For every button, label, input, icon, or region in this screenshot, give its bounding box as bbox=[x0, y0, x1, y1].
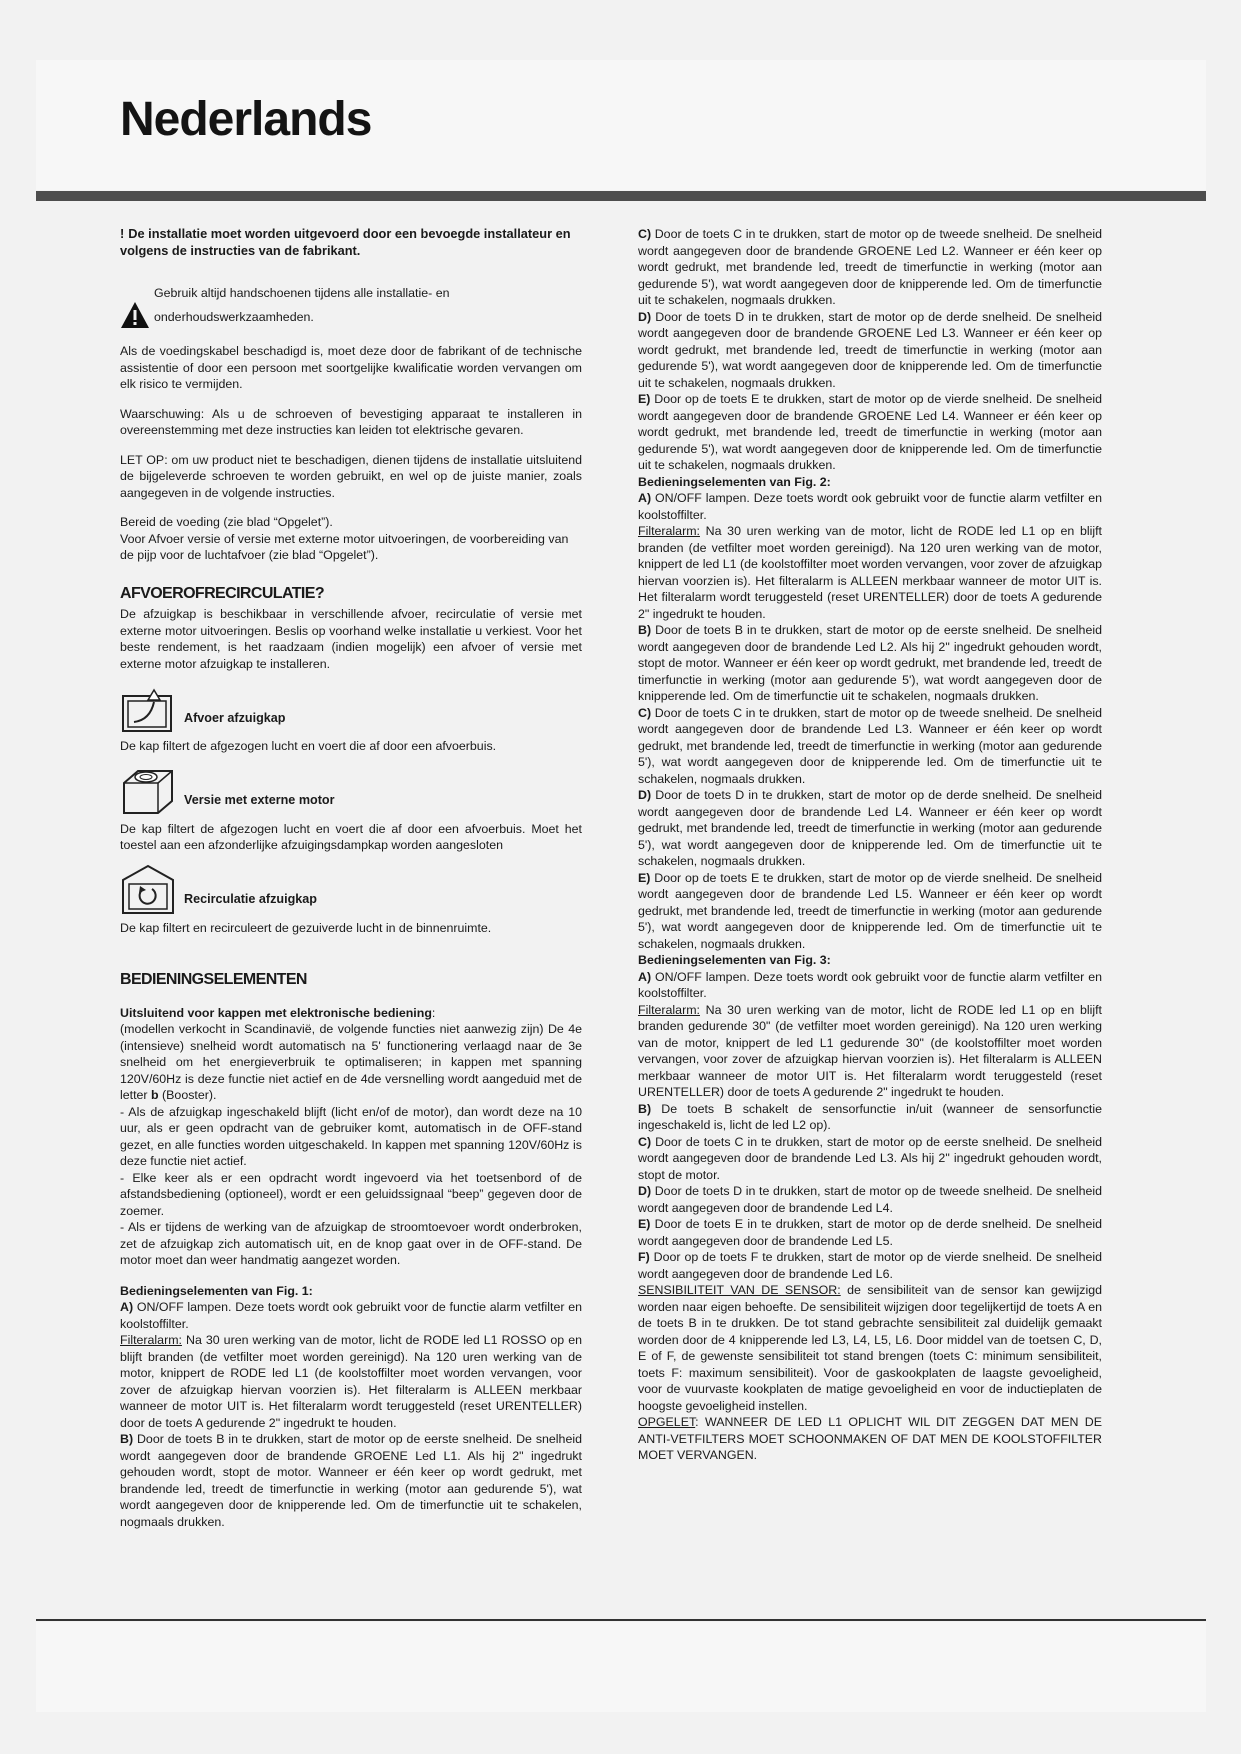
page-title: Nederlands bbox=[120, 93, 372, 146]
mode-external-text: De kap filtert de afgezogen lucht en voert die af door een afvoerbuis. Moet het toestel aan een afzonderlijke afzuigingsdampkap worden aangesloten bbox=[120, 821, 582, 852]
fig1-a: A) ON/OFF lampen. Deze toets wordt ook gebruikt voor de functie alarm vetfilter en koolstoffilter. bbox=[120, 1300, 582, 1331]
elec-p4: - Als er tijdens de werking van de afzuigkap de stroomtoevoer wordt onderbroken, zet de afzuigkap zich automatisch uit, en de knop gaat over in de OFF-stand. De motor moet dan weer handmatig aangezet worden. bbox=[120, 1220, 582, 1267]
bereid-text-2: Voor Afvoer versie of versie met externe motor uitvoeringen, de voorbereiding van de pijp voor de luchtafvoer (zie blad “Opgelet”). bbox=[120, 531, 569, 562]
opgelet-notice: OPGELET: WANNEER DE LED L1 OPLICHT WIL DIT ZEGGEN DAT MEN DE ANTI-VETFILTERS MOET SCHOONMAKEN OF DAT MEN DE KOOLSTOFFILTER MOET VERVANGEN. bbox=[638, 1415, 1102, 1462]
mode-afvoer-text: De kap filtert de afgezogen lucht en voert die af door een afvoerbuis. bbox=[120, 739, 497, 753]
mode-recirc-label: Recirculatie afzuigkap bbox=[184, 892, 317, 907]
left-column bbox=[120, 226, 582, 1530]
fig1-d: D) Door de toets D in te drukken, start de motor op de derde snelheid. De snelheid wordt aangegeven door de brandende GROENE Led L3. Wanneer er één keer op wordt gedrukt, met brandende led, treedt de timerfunctie in werking (motor aan gedurende 5'), wat wordt aangegeven door de knipperende led. Om de timerfunctie uit te schakelen, nogmaals drukken. bbox=[638, 309, 1102, 390]
fig2-filteralarm: Filteralarm: Na 30 uren werking van de motor, licht de RODE led L1 op en blijft branden (de vetfilter moet worden gereinigd). Na 120 uren werking van de motor, knippert de led L1 (de koolstoffilter moet worden vervangen, voor zover de afzuigkap hiervan voorzien is). Het filteralarm is ALLEEN merkbaar wanneer de motor UIT is. Het filteralarm wordt teruggesteld (reset URENTELLER) door de toets A gedurende 2" ingedrukt te houden. bbox=[638, 524, 1103, 621]
gloves-notice bbox=[120, 281, 582, 329]
gloves-text: Gebruik altijd handschoenen tijdens alle installatie- en onderhoudswerkzaamheden. bbox=[154, 286, 450, 324]
external-motor-icon bbox=[120, 763, 178, 817]
section-controls-title: BEDIENINGSELEMENTEN bbox=[120, 971, 307, 988]
fig3-a: A) ON/OFF lampen. Deze toets wordt ook gebruikt voor de functie alarm vetfilter en koolstoffilter. bbox=[638, 969, 1103, 1000]
recirculation-hood-icon bbox=[120, 862, 178, 916]
section-afvoer-title: AFVOEROFRECIRCULATIE? bbox=[120, 584, 324, 602]
footer-rule bbox=[36, 1619, 1206, 1621]
letop-text: LET OP: om uw product niet te beschadigen, dienen tijdens de installatie uitsluitend de bijgeleverde schroeven te worden gebruikt, en wel op de juiste manier, zoals aangegeven in de volgende instructies. bbox=[120, 452, 582, 500]
fig1-b: B) Door de toets B in te drukken, start de motor op de eerste snelheid. De snelheid wordt aangegeven door de brandende GROENE Led L1. Als hij 2" ingedrukt gehouden wordt, stopt de motor. Wanneer er één keer op wordt gedrukt, met brandende led, treedt de timerfunctie in werking (motor aan gedurende 5'), wat wordt aangegeven door de knipperende led. Om de timerfunctie uit te schakelen, nogmaals drukken. bbox=[120, 1432, 582, 1529]
header-rule bbox=[36, 191, 1206, 201]
right-column bbox=[638, 226, 1102, 1464]
fig2-d: D) Door de toets D in te drukken, start de motor op de derde snelheid. De snelheid wordt aangegeven door de brandende Led L4. Wanneer er één keer op wordt gedrukt, met brandende led, treedt de timerfunctie in werking (motor aan gedurende 5'), wat wordt aangegeven door de knipperende led. Om de timerfunctie uit te schakelen, nogmaals drukken. bbox=[638, 788, 1102, 868]
exclamation-icon: ! bbox=[120, 226, 125, 241]
fig3-c: C) Door de toets C in te drukken, start de motor op de eerste snelheid. De snelheid wordt aangegeven door de brandende Led L3. Als hij 2" ingedrukt gehouden wordt, stopt de motor. bbox=[638, 1134, 1102, 1182]
elec-p1: (modellen verkocht in Scandinavië, de volgende functies niet aanwezig zijn) De 4e (intensieve) snelheid wordt automatisch na 5' functionering verlaagd naar de 3e snelheid om het energieverbruik te optimaliseren; in kappen met spanning 120V/60Hz is deze functie niet actief en de 4de versnelling wordt aangeduid met de letter b (Booster). bbox=[120, 1022, 582, 1102]
bereid-text-1: Bereid de voeding (zie blad “Opgelet”). bbox=[120, 515, 333, 529]
mode-afvoer-label: Afvoer afzuigkap bbox=[184, 710, 286, 725]
fig3-d: D) Door de toets D in te drukken, start de motor op de tweede snelheid. De snelheid wordt aangegeven door de brandende Led L4. bbox=[638, 1184, 1102, 1215]
fig3-title: Bedieningselementen van Fig. 3: bbox=[638, 953, 831, 967]
elec-title: Uitsluitend voor kappen met elektronische bediening: bbox=[120, 1005, 436, 1020]
fig2-title: Bedieningselementen van Fig. 2: bbox=[638, 474, 831, 489]
section-afvoer-text: De afzuigkap is beschikbaar in verschillende afvoer, recirculatie of versie met externe motor uitvoeringen. Beslis op voorhand welke installatie u verkiest. Voor het beste rendement, is het raadzaam (indien mogelijk) een afvoer of versie met externe motor afzuigkap te installeren. bbox=[120, 607, 582, 671]
warning-text: Waarschuwing: Als u de schroeven of bevestiging apparaat te installeren in overeenstemming met deze instructies kan leiden tot elektrische gevaren. bbox=[120, 406, 582, 437]
fig3-b: B) De toets B schakelt de sensorfunctie in/uit (wanneer de sensorfunctie ingeschakeld is, licht de led L2 op). bbox=[638, 1101, 1102, 1132]
mode-external-label: Versie met externe motor bbox=[184, 793, 335, 808]
fig2-e: E) Door op de toets E te drukken, start de motor op de vierde snelheid. De snelheid wordt aangegeven door de brandende Led L5. Wanneer er één keer op wordt gedrukt, met brandende led, treedt de timerfunctie in werking (motor aan gedurende 5'), wat wordt aangegeven door de knipperende led. Om de timerfunctie uit te schakelen, nogmaals drukken. bbox=[638, 870, 1102, 951]
fig1-e: E) Door op de toets E te drukken, start de motor op de vierde snelheid. De snelheid wordt aangegeven door de brandende GROENE Led L4. Wanneer er één keer op wordt gedrukt, met brandende led, treedt de timerfunctie in werking (motor aan gedurende 5'), wat wordt aangegeven door de knipperende led. Om de timerfunctie uit te schakelen, nogmaals drukken. bbox=[638, 392, 1102, 472]
footer-band bbox=[36, 1622, 1206, 1712]
cable-text: Als de voedingskabel beschadigd is, moet deze door de fabrikant of de technische assistentie of door een persoon met soortgelijke kwalificatie worden vervangen om elk risico te vermijden. bbox=[120, 344, 582, 391]
fig2-c: C) Door de toets C in te drukken, start de motor op de tweede snelheid. De snelheid wordt aangegeven door de brandende Led L3. Wanneer er één keer op wordt gedrukt, met brandende led, treedt de timerfunctie in werking (motor aan gedurende 5'), wat wordt aangegeven door de knipperende led. Om de timerfunctie uit te schakelen, nogmaals drukken. bbox=[638, 705, 1102, 786]
fig3-e: E) Door de toets E in te drukken, start de motor op de derde snelheid. De snelheid wordt aangegeven door de brandende Led L5. bbox=[638, 1217, 1102, 1248]
fig3-f: F) Door op de toets F te drukken, start de motor op de vierde snelheid. De snelheid wordt aangegeven door de brandende Led L6. bbox=[638, 1250, 1102, 1281]
mode-external bbox=[120, 763, 582, 817]
installer-notice: ! De installatie moet worden uitgevoerd door een bevoegde installateur en volgens de instructies van de fabrikant. bbox=[120, 226, 571, 258]
elec-p3: - Elke keer als er een opdracht wordt ingevoerd via het toetsenbord of de afstandsbediening (optioneel), wordt er een geluidssignaal “beep” gegeven door de zoemer. bbox=[120, 1170, 582, 1218]
sensor-sensitivity: SENSIBILITEIT VAN DE SENSOR: de sensibiliteit van de sensor kan gewijzigd worden naar eigen behoefte. De sensibiliteit wijzigen door tegelijkertijd de toets A en de toets B in te drukken. De tot stand gebrachte sensibiliteit zal duidelijk gemaakt worden door de 4 knipperende led L3, L4, L5, L6. Door middel van de toetsen C, D, E of F, de gewenste sensibiliteit tot stand brengen (toets C: minimum sensibiliteit, toets F: maximum sensibiliteit). Voor de gaskookplaten de laagste gevoeligheid, voor de vuurvaste kookplaten de matige gevoeligheid en voor de inductieplaten de hoogste gevoeligheid instellen. bbox=[638, 1283, 1102, 1413]
warning-triangle-icon bbox=[120, 301, 150, 329]
fig1-title: Bedieningselementen van Fig. 1: bbox=[120, 1283, 313, 1298]
fig3-filteralarm: Filteralarm: Na 30 uren werking van de motor, licht de RODE led L1 op en blijft branden gedurende 30" (de vetfilter moet worden gereinigd). Na 120 uren werking van de motor, knippert de led L1 gedurende 30" (de koolstoffilter moet worden vervangen, voor zover de afzuigkap hiervan voorzien is). Het filteralarm is ALLEEN merkbaar wanneer de motor UIT is. Het filteralarm wordt teruggesteld (reset URENTELLER) door de toets A gedurende 2" ingedrukt te houden. bbox=[638, 1002, 1102, 1099]
fig2-b: B) Door de toets B in te drukken, start de motor op de eerste snelheid. De snelheid wordt aangegeven door de brandende Led L2. Als hij 2" ingedrukt gehouden wordt, stopt de motor. Wanneer er één keer op wordt gedrukt, met brandende led, treedt de timerfunctie in werking (motor aan gedurende 5'), wat wordt aangegeven door de knipperende led. Om de timerfunctie uit te schakelen, nogmaals drukken. bbox=[638, 623, 1102, 703]
mode-afvoer bbox=[120, 680, 582, 734]
exhaust-hood-icon bbox=[120, 680, 178, 734]
fig1-c: C) Door de toets C in te drukken, start de motor op de tweede snelheid. De snelheid wordt aangegeven door de brandende GROENE Led L2. Wanneer er één keer op wordt gedrukt, met brandende led, treedt de timerfunctie in werking (motor aan gedurende 5'), wat wordt aangegeven door de knipperende led. Om de timerfunctie uit te schakelen, nogmaals drukken. bbox=[638, 227, 1102, 307]
fig1-filteralarm: Filteralarm: Na 30 uren werking van de motor, licht de RODE led L1 ROSSO op en blijft branden (de vetfilter moet worden gereinigd). Na 120 uren werking van de motor, knippert de RODE led L1 (de koolstoffilter moet worden vervangen, voor zover de afzuigkap hiervan voorzien is). Het filteralarm is ALLEEN merkbaar wanneer de motor UIT is. Het filteralarm wordt teruggesteld (reset URENTELLER) door de toets A gedurende 2" ingedrukt te houden. bbox=[120, 1333, 582, 1430]
fig2-a: A) ON/OFF lampen. Deze toets wordt ook gebruikt voor de functie alarm vetfilter en koolstoffilter. bbox=[638, 491, 1103, 522]
mode-recirc-text: De kap filtert en recirculeert de gezuiverde lucht in de binnenruimte. bbox=[120, 920, 492, 935]
mode-recirc bbox=[120, 862, 582, 916]
elec-p2: - Als de afzuigkap ingeschakeld blijft (licht en/of de motor), dan wordt deze na 10 uur, als er geen opdracht van de gebruiker komt, automatisch in de OFF-stand gezet, en alle functies worden uitgeschakeld. In kappen met spanning 120V/60Hz is deze functie niet actief. bbox=[120, 1104, 582, 1168]
